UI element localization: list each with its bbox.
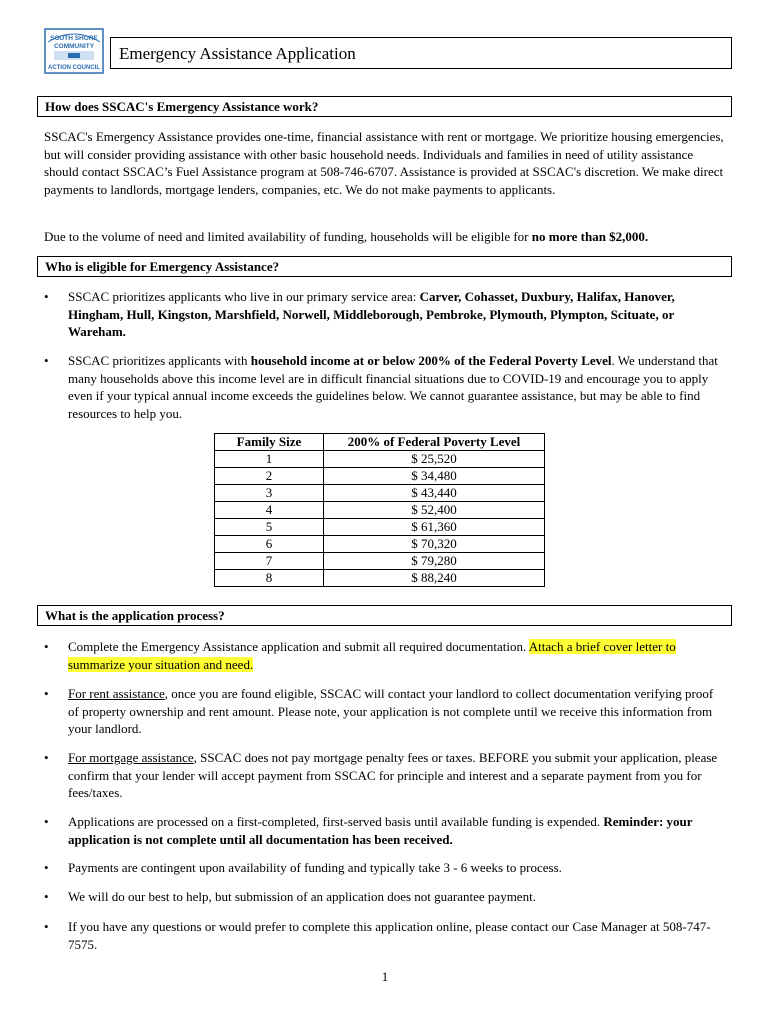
table-row (215, 536, 545, 553)
eligibility-list (44, 288, 724, 341)
process-list-6 (44, 888, 724, 906)
table-row (215, 519, 545, 536)
list-item: • Payments are contingent upon availability of funding and typically take 3 - 6 weeks to process. (44, 860, 562, 875)
income-limit-cell: $ 61,360 (324, 519, 545, 536)
reminder-text: Reminder: your application is not complete until all documentation has been received. (68, 814, 693, 847)
table-row (215, 485, 545, 502)
income-limit-cell: $ 52,400 (324, 502, 545, 519)
process-list-4 (44, 813, 724, 848)
income-limit-cell: $ 88,240 (324, 570, 545, 587)
section-heading-process: What is the application process? (37, 605, 732, 626)
section-heading-who: Who is eligible for Emergency Assistance? (37, 256, 732, 277)
list-item: • Applications are processed on a first-completed, first-served basis until available funding is expended. Reminder: your application is not complete until all documentation has been received. (44, 814, 693, 847)
family-size-cell: 3 (215, 485, 324, 502)
logo-text-2: COMMUNITY (53, 43, 95, 50)
eligibility-list-2 (44, 352, 724, 422)
table-row (215, 468, 545, 485)
family-size-cell: 7 (215, 553, 324, 570)
list-item: • Complete the Emergency Assistance application and submit all required documentation. Attach a brief cover letter to summarize your situation and need. (44, 639, 676, 672)
family-size-cell: 2 (215, 468, 324, 485)
family-size-cell: 6 (215, 536, 324, 553)
process-list-2 (44, 685, 724, 738)
logo-text-3: ACTION COUNCIL (48, 65, 100, 71)
funding-limit: no more than $2,000. (531, 229, 649, 244)
process-list-3 (44, 749, 724, 802)
family-size-cell: 1 (215, 451, 324, 468)
process-list (44, 638, 724, 673)
table-row (215, 502, 545, 519)
how-paragraph-2: Due to the volume of need and limited availability of funding, households will be eligible for no more than $2,000. (44, 229, 649, 244)
family-size-cell: 8 (215, 570, 324, 587)
page-number: 1 (381, 969, 389, 984)
list-item: • For mortgage assistance, SSCAC does not pay mortgage penalty fees or taxes. BEFORE you submit your application, please confirm that your lender will accept payment from SSCAC for principle and interest and a separate payment from you for fees/taxes. (44, 750, 718, 800)
sscac-logo (44, 28, 104, 74)
how-paragraph-1: SSCAC's Emergency Assistance provides one-time, financial assistance with rent or mortgage. We prioritize housing emergencies, but will consider providing assistance with other basic household needs. Individuals and families in need of utility assistance should contact SSCAC’s Fuel Assistance program at 508-746-6707. Assistance is provided at SSCAC's discretion. We make direct payments to landlords, mortgage lenders, companies, etc. We do not make payments to applicants. (44, 129, 724, 197)
income-limit-cell: $ 79,280 (324, 553, 545, 570)
highlighted-instruction: Attach a brief cover letter to summarize your situation and need. (68, 639, 676, 672)
process-list-7 (44, 918, 724, 953)
list-item: • For rent assistance, once you are found eligible, SSCAC will contact your landlord to collect documentation verifying proof of property ownership and rent amount. Please note, your application is not complete until we receive this information from your landlord. (44, 686, 714, 736)
logo-text-1: SOUTH SHORE (50, 35, 98, 42)
section-heading-how: How does SSCAC's Emergency Assistance work? (37, 96, 732, 117)
family-size-cell: 4 (215, 502, 324, 519)
list-item: • If you have any questions or would prefer to complete this application online, please contact our Case Manager at 508-747-7575. (44, 919, 711, 952)
page-title: Emergency Assistance Application (119, 44, 356, 63)
list-item: • SSCAC prioritizes applicants who live in our primary service area: Carver, Cohasset, Duxbury, Halifax, Hanover, Hingham, Hull, Kingston, Marshfield, Norwell, Middleborough, Pembroke, Plymouth, Plympton, Scituate, or Wareham. (44, 289, 675, 339)
poverty-level-table (214, 433, 545, 587)
service-area-towns: Carver, Cohasset, Duxbury, Halifax, Hanover, Hingham, Hull, Kingston, Marshfield, Norwell, Middleborough, Pembroke, Plymouth, Plympton, Scituate, or Wareham. (68, 289, 675, 339)
income-limit-cell: $ 25,520 (324, 451, 545, 468)
income-threshold: household income at or below 200% of the Federal Poverty Level (250, 353, 612, 368)
table-row (215, 451, 545, 468)
list-item: • We will do our best to help, but submission of an application does not guarantee payment. (44, 889, 536, 904)
income-limit-cell: $ 43,440 (324, 485, 545, 502)
income-limit-cell: $ 70,320 (324, 536, 545, 553)
table-row (215, 570, 545, 587)
list-item: • SSCAC prioritizes applicants with household income at or below 200% of the Federal Poverty Level. We understand that many households above this income level are in difficult financial situations due to COVID-19 and encourage you to apply even if your typical annual income exceeds the guidelines below. We cannot guarantee assistance, but may be able to find resources to help you. (44, 353, 718, 421)
table-header-family-size: Family Size (215, 434, 324, 451)
family-size-cell: 5 (215, 519, 324, 536)
table-row (215, 553, 545, 570)
title-box (110, 37, 732, 69)
income-limit-cell: $ 34,480 (324, 468, 545, 485)
table-header-fpl: 200% of Federal Poverty Level (324, 434, 545, 451)
process-list-5 (44, 859, 724, 877)
